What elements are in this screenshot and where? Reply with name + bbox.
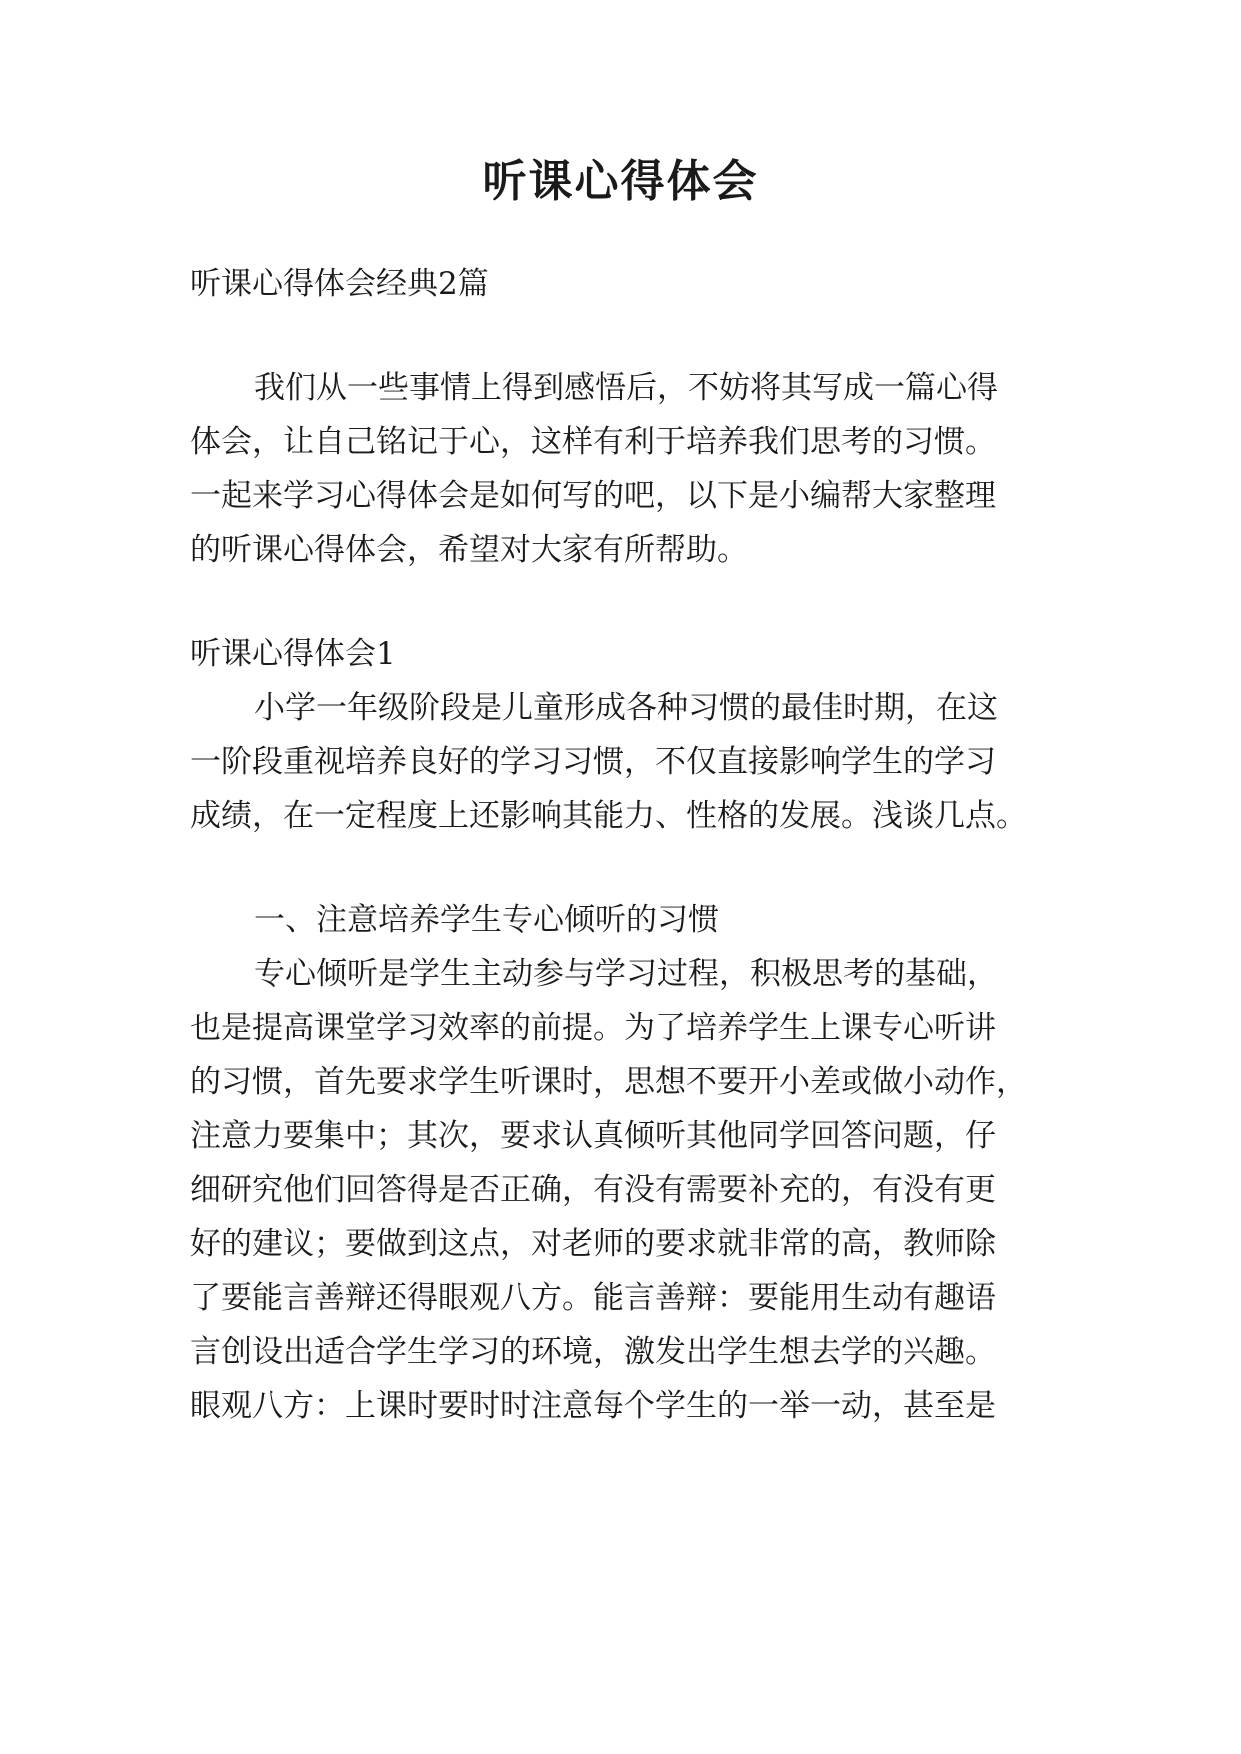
- point-line-8: 言创设出适合学生学习的环境，激发出学生想去学的兴趣。: [190, 1334, 996, 1370]
- point-line-4: 注意力要集中；其次，要求认真倾听其他同学回答问题，仔: [190, 1118, 996, 1154]
- intro-line-2: 体会，让自己铭记于心，这样有利于培养我们思考的习惯。: [190, 424, 996, 460]
- point-line-9: 眼观八方：上课时要时时注意每个学生的一举一动，甚至是: [190, 1388, 996, 1424]
- point-line-7: 了要能言善辩还得眼观八方。能言善辩：要能用生动有趣语: [190, 1280, 996, 1316]
- intro-line-4: 的听课心得体会，希望对大家有所帮助。: [190, 532, 748, 568]
- point-line-6: 好的建议；要做到这点，对老师的要求就非常的高，教师除: [190, 1226, 996, 1262]
- section-line-2: 一阶段重视培养良好的学习习惯，不仅直接影响学生的学习: [190, 744, 996, 780]
- section-line-1: 小学一年级阶段是儿童形成各种习惯的最佳时期，在这: [254, 690, 998, 726]
- section-heading: 听课心得体会1: [190, 636, 396, 672]
- point-line-3: 的习惯，首先要求学生听课时，思想不要开小差或做小动作，: [190, 1064, 1027, 1100]
- point-line-5: 细研究他们回答得是否正确，有没有需要补充的，有没有更: [190, 1172, 996, 1208]
- point-heading: 一、注意培养学生专心倾听的习惯: [254, 902, 719, 938]
- point-line-1: 专心倾听是学生主动参与学习过程，积极思考的基础，: [254, 956, 998, 992]
- point-line-2: 也是提高课堂学习效率的前提。为了培养学生上课专心听讲: [190, 1010, 996, 1046]
- intro-line-1: 我们从一些事情上得到感悟后，不妨将其写成一篇心得: [254, 370, 998, 406]
- document-subtitle: 听课心得体会经典2篇: [190, 266, 489, 302]
- intro-line-3: 一起来学习心得体会是如何写的吧，以下是小编帮大家整理: [190, 478, 996, 514]
- section-line-3: 成绩，在一定程度上还影响其能力、性格的发展。浅谈几点。: [190, 798, 1027, 834]
- document-title: 听课心得体会: [482, 156, 759, 207]
